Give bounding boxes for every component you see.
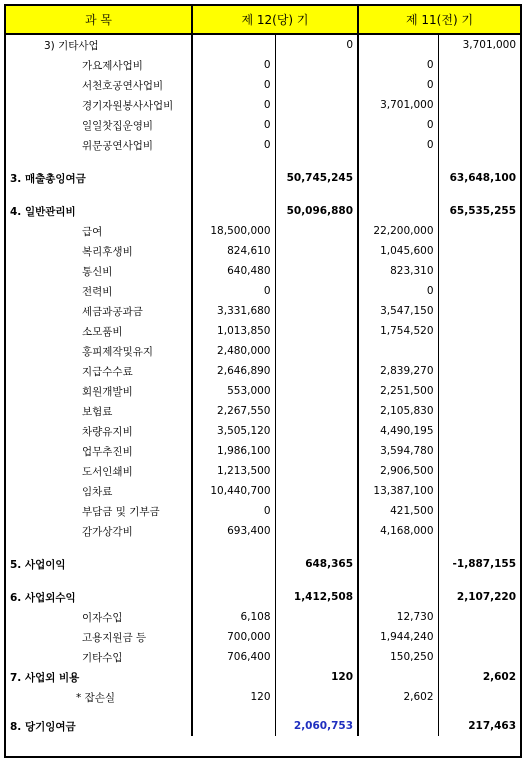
- statement-body: [6, 34, 520, 736]
- row-label: [6, 541, 192, 554]
- previous-detail-cell: 3,547,150: [358, 301, 438, 321]
- previous-total-cell: [438, 75, 520, 95]
- table-row: [6, 361, 520, 381]
- current-total-cell: [275, 221, 358, 241]
- previous-total-cell: -1,887,155: [452, 558, 517, 570]
- previous-total-cell: [438, 401, 520, 421]
- current-detail-cell: 0: [192, 501, 275, 521]
- spacer-row: [6, 707, 520, 716]
- financial-statement-sheet: [4, 4, 522, 758]
- previous-total-cell: [438, 607, 520, 627]
- row-label: 도서인쇄비: [6, 461, 192, 481]
- row-label: 감가상각비: [6, 521, 192, 541]
- row-label: 일일찻집운영비: [6, 115, 192, 135]
- current-total-cell: [275, 541, 358, 554]
- row-label: 세금과공과금: [6, 301, 192, 321]
- table-row: [6, 241, 520, 261]
- previous-detail-cell: 150,250: [358, 647, 438, 667]
- current-total-cell: 0: [275, 34, 358, 55]
- section-row: [6, 554, 520, 574]
- current-detail-cell: 706,400: [192, 647, 275, 667]
- current-detail-cell: [192, 707, 275, 716]
- current-detail-cell: 120: [192, 687, 275, 707]
- previous-total-cell: 217,463: [468, 720, 517, 732]
- previous-total-cell: [438, 627, 520, 647]
- row-label: [6, 707, 192, 716]
- previous-detail-cell: [358, 34, 438, 55]
- section-row: [6, 587, 520, 607]
- current-total-cell: [275, 115, 358, 135]
- current-total-cell: [275, 441, 358, 461]
- previous-detail-cell: 0: [358, 75, 438, 95]
- current-detail-cell: 0: [192, 75, 275, 95]
- table-row: [6, 501, 520, 521]
- row-label: 보험료: [6, 401, 192, 421]
- previous-detail-cell: 4,168,000: [358, 521, 438, 541]
- current-total-cell: 50,096,880: [275, 201, 358, 221]
- current-detail-cell: 553,000: [192, 381, 275, 401]
- current-detail-cell: 1,213,500: [192, 461, 275, 481]
- previous-total-cell: 63,648,100: [449, 172, 517, 184]
- current-detail-cell: 1,986,100: [192, 441, 275, 461]
- previous-total-cell: [438, 95, 520, 115]
- current-detail-cell: 824,610: [192, 241, 275, 261]
- row-label: 부담금 및 기부금: [6, 501, 192, 521]
- current-total-cell: [275, 501, 358, 521]
- table-row: [6, 281, 520, 301]
- row-label: [6, 574, 192, 587]
- current-detail-cell: 3,505,120: [192, 421, 275, 441]
- previous-detail-cell: 2,105,830: [358, 401, 438, 421]
- table-row: [6, 441, 520, 461]
- current-total-cell: [275, 75, 358, 95]
- previous-detail-cell: [358, 188, 438, 201]
- table-row: [6, 301, 520, 321]
- table-row: [6, 135, 520, 155]
- previous-detail-cell: 0: [358, 55, 438, 75]
- table-row: [6, 687, 520, 707]
- current-total-cell: [275, 461, 358, 481]
- spacer-row: [6, 155, 520, 168]
- current-total-cell: [275, 55, 358, 75]
- previous-detail-cell: [358, 667, 438, 687]
- current-detail-cell: [192, 201, 275, 221]
- previous-total-cell: [438, 155, 520, 168]
- table-row: [6, 521, 520, 541]
- row-label: 복리후생비: [6, 241, 192, 261]
- current-total-cell: [275, 301, 358, 321]
- table-row: [6, 75, 520, 95]
- section-row: [6, 716, 520, 736]
- table-row: [6, 401, 520, 421]
- previous-detail-cell: 1,754,520: [358, 321, 438, 341]
- previous-total-cell: [438, 301, 520, 321]
- current-detail-cell: 10,440,700: [192, 481, 275, 501]
- current-detail-cell: 2,646,890: [192, 361, 275, 381]
- current-total-cell: [275, 687, 358, 707]
- previous-detail-cell: 22,200,000: [358, 221, 438, 241]
- previous-detail-cell: 1,045,600: [358, 241, 438, 261]
- table-row: [6, 55, 520, 75]
- current-detail-cell: [192, 188, 275, 201]
- row-label: 서천호공연사업비: [6, 75, 192, 95]
- row-label: 4. 일반관리비: [6, 201, 192, 221]
- previous-total-cell: [438, 441, 520, 461]
- table-row: [6, 461, 520, 481]
- current-detail-cell: [192, 34, 275, 55]
- row-label: 6. 사업외수익: [6, 587, 192, 607]
- current-detail-cell: [192, 587, 275, 607]
- row-label: 5. 사업이익: [6, 554, 192, 574]
- table-row: [6, 421, 520, 441]
- current-total-cell: [275, 421, 358, 441]
- table-row: [6, 321, 520, 341]
- current-detail-cell: 0: [192, 135, 275, 155]
- row-label: [6, 188, 192, 201]
- previous-detail-cell: 3,594,780: [358, 441, 438, 461]
- current-total-cell: 2,060,753: [275, 716, 358, 736]
- spacer-row: [6, 541, 520, 554]
- current-total-cell: [275, 627, 358, 647]
- previous-detail-cell: [358, 155, 438, 168]
- current-total-cell: [275, 401, 358, 421]
- current-detail-cell: [192, 667, 275, 687]
- current-total-cell: [275, 261, 358, 281]
- previous-total-cell: [438, 481, 520, 501]
- previous-detail-cell: [358, 541, 438, 554]
- current-total-cell: 50,745,245: [275, 168, 358, 188]
- current-total-cell: [275, 647, 358, 667]
- previous-detail-cell: [358, 574, 438, 587]
- current-total-cell: [275, 521, 358, 541]
- previous-total-cell: 3,701,000: [462, 39, 517, 51]
- table-row: [6, 627, 520, 647]
- row-label: 기타수입: [6, 647, 192, 667]
- previous-total-cell: [438, 321, 520, 341]
- row-label: 소모품비: [6, 321, 192, 341]
- previous-detail-cell: [358, 201, 438, 221]
- current-total-cell: [275, 481, 358, 501]
- current-detail-cell: 0: [192, 115, 275, 135]
- row-label: 7. 사업외 비용: [6, 667, 192, 687]
- row-label: 급여: [6, 221, 192, 241]
- previous-total-cell: [438, 135, 520, 155]
- previous-detail-cell: 1,944,240: [358, 627, 438, 647]
- table-row: [6, 115, 520, 135]
- row-label: 경기자원봉사사업비: [6, 95, 192, 115]
- previous-total-cell: [438, 574, 520, 587]
- previous-detail-cell: 12,730: [358, 607, 438, 627]
- previous-detail-cell: 0: [358, 281, 438, 301]
- previous-detail-cell: [358, 587, 438, 607]
- current-detail-cell: [192, 541, 275, 554]
- previous-total-cell: 65,535,255: [449, 205, 517, 217]
- current-total-cell: [275, 188, 358, 201]
- current-detail-cell: 2,267,550: [192, 401, 275, 421]
- previous-total-cell: [438, 501, 520, 521]
- row-label: 3) 기타사업: [6, 34, 192, 55]
- row-label: 홍피제작및유지: [6, 341, 192, 361]
- previous-total-cell: [438, 361, 520, 381]
- previous-total-cell: [438, 341, 520, 361]
- current-total-cell: [275, 95, 358, 115]
- row-label: 가요제사업비: [6, 55, 192, 75]
- previous-detail-cell: [358, 554, 438, 574]
- row-label: 통신비: [6, 261, 192, 281]
- row-label: 고용지원금 등: [6, 627, 192, 647]
- current-total-cell: [275, 607, 358, 627]
- previous-total-cell: [438, 707, 520, 716]
- previous-detail-cell: 421,500: [358, 501, 438, 521]
- previous-total-cell: [438, 261, 520, 281]
- table-row: [6, 95, 520, 115]
- current-detail-cell: 18,500,000: [192, 221, 275, 241]
- row-label: 이자수입: [6, 607, 192, 627]
- row-label: 8. 당기잉여금: [6, 716, 192, 736]
- section-row: [6, 168, 520, 188]
- table-row: [6, 381, 520, 401]
- income-statement-table: [6, 6, 520, 736]
- previous-total-cell: 2,107,220: [456, 591, 517, 603]
- spacer-row: [6, 188, 520, 201]
- current-detail-cell: 0: [192, 55, 275, 75]
- current-detail-cell: 3,331,680: [192, 301, 275, 321]
- previous-detail-cell: [358, 716, 438, 736]
- row-label: * 잡손실: [6, 687, 192, 707]
- previous-detail-cell: 0: [358, 115, 438, 135]
- current-total-cell: [275, 381, 358, 401]
- current-detail-cell: 640,480: [192, 261, 275, 281]
- row-label: 업무추진비: [6, 441, 192, 461]
- current-total-cell: [275, 241, 358, 261]
- section-row: [6, 201, 520, 221]
- current-total-cell: [275, 361, 358, 381]
- current-detail-cell: 1,013,850: [192, 321, 275, 341]
- row-label: 위문공연사업비: [6, 135, 192, 155]
- table-row: [6, 34, 520, 55]
- previous-total-cell: [438, 521, 520, 541]
- current-detail-cell: 0: [192, 95, 275, 115]
- current-total-cell: 120: [275, 667, 358, 687]
- current-detail-cell: [192, 716, 275, 736]
- current-detail-cell: [192, 168, 275, 188]
- previous-detail-cell: [358, 168, 438, 188]
- previous-detail-cell: 4,490,195: [358, 421, 438, 441]
- previous-detail-cell: 13,387,100: [358, 481, 438, 501]
- row-label: 회원개발비: [6, 381, 192, 401]
- current-total-cell: [275, 321, 358, 341]
- previous-total-cell: 2,602: [482, 671, 517, 683]
- previous-total-cell: [438, 188, 520, 201]
- previous-detail-cell: [358, 707, 438, 716]
- previous-detail-cell: 2,906,500: [358, 461, 438, 481]
- current-detail-cell: 700,000: [192, 627, 275, 647]
- table-row: [6, 221, 520, 241]
- table-row: [6, 481, 520, 501]
- previous-total-cell: [438, 421, 520, 441]
- table-row: [6, 647, 520, 667]
- current-total-cell: [275, 135, 358, 155]
- previous-total-cell: [438, 647, 520, 667]
- spacer-row: [6, 574, 520, 587]
- previous-total-cell: [438, 55, 520, 75]
- current-total-cell: [275, 155, 358, 168]
- previous-detail-cell: 2,602: [358, 687, 438, 707]
- current-detail-cell: 6,108: [192, 607, 275, 627]
- previous-detail-cell: 2,251,500: [358, 381, 438, 401]
- header-previous-period: 제 11(전) 기: [358, 6, 520, 34]
- header-subject: 과 목: [6, 6, 192, 34]
- current-total-cell: 1,412,508: [275, 587, 358, 607]
- previous-detail-cell: 3,701,000: [358, 95, 438, 115]
- previous-total-cell: [438, 221, 520, 241]
- current-total-cell: [275, 574, 358, 587]
- current-total-cell: [275, 341, 358, 361]
- header-current-period: 제 12(당) 기: [192, 6, 358, 34]
- previous-detail-cell: 0: [358, 135, 438, 155]
- section-row: [6, 667, 520, 687]
- previous-total-cell: [438, 241, 520, 261]
- previous-total-cell: [438, 281, 520, 301]
- row-label: 전력비: [6, 281, 192, 301]
- previous-total-cell: [438, 461, 520, 481]
- table-row: [6, 261, 520, 281]
- previous-total-cell: [438, 381, 520, 401]
- previous-total-cell: [438, 115, 520, 135]
- table-row: [6, 607, 520, 627]
- previous-total-cell: [438, 687, 520, 707]
- previous-total-cell: [438, 541, 520, 554]
- current-total-cell: 648,365: [275, 554, 358, 574]
- current-total-cell: [275, 281, 358, 301]
- row-label: 임차료: [6, 481, 192, 501]
- table-row: [6, 341, 520, 361]
- row-label: 차량유지비: [6, 421, 192, 441]
- current-detail-cell: 0: [192, 281, 275, 301]
- previous-detail-cell: [358, 341, 438, 361]
- previous-detail-cell: 2,839,270: [358, 361, 438, 381]
- current-total-cell: [275, 707, 358, 716]
- current-detail-cell: [192, 155, 275, 168]
- row-label: 3. 매출총잉여금: [6, 168, 192, 188]
- current-detail-cell: [192, 574, 275, 587]
- current-detail-cell: 693,400: [192, 521, 275, 541]
- header-row: [6, 6, 520, 34]
- current-detail-cell: 2,480,000: [192, 341, 275, 361]
- previous-detail-cell: 823,310: [358, 261, 438, 281]
- current-detail-cell: [192, 554, 275, 574]
- row-label: [6, 155, 192, 168]
- row-label: 지급수수료: [6, 361, 192, 381]
